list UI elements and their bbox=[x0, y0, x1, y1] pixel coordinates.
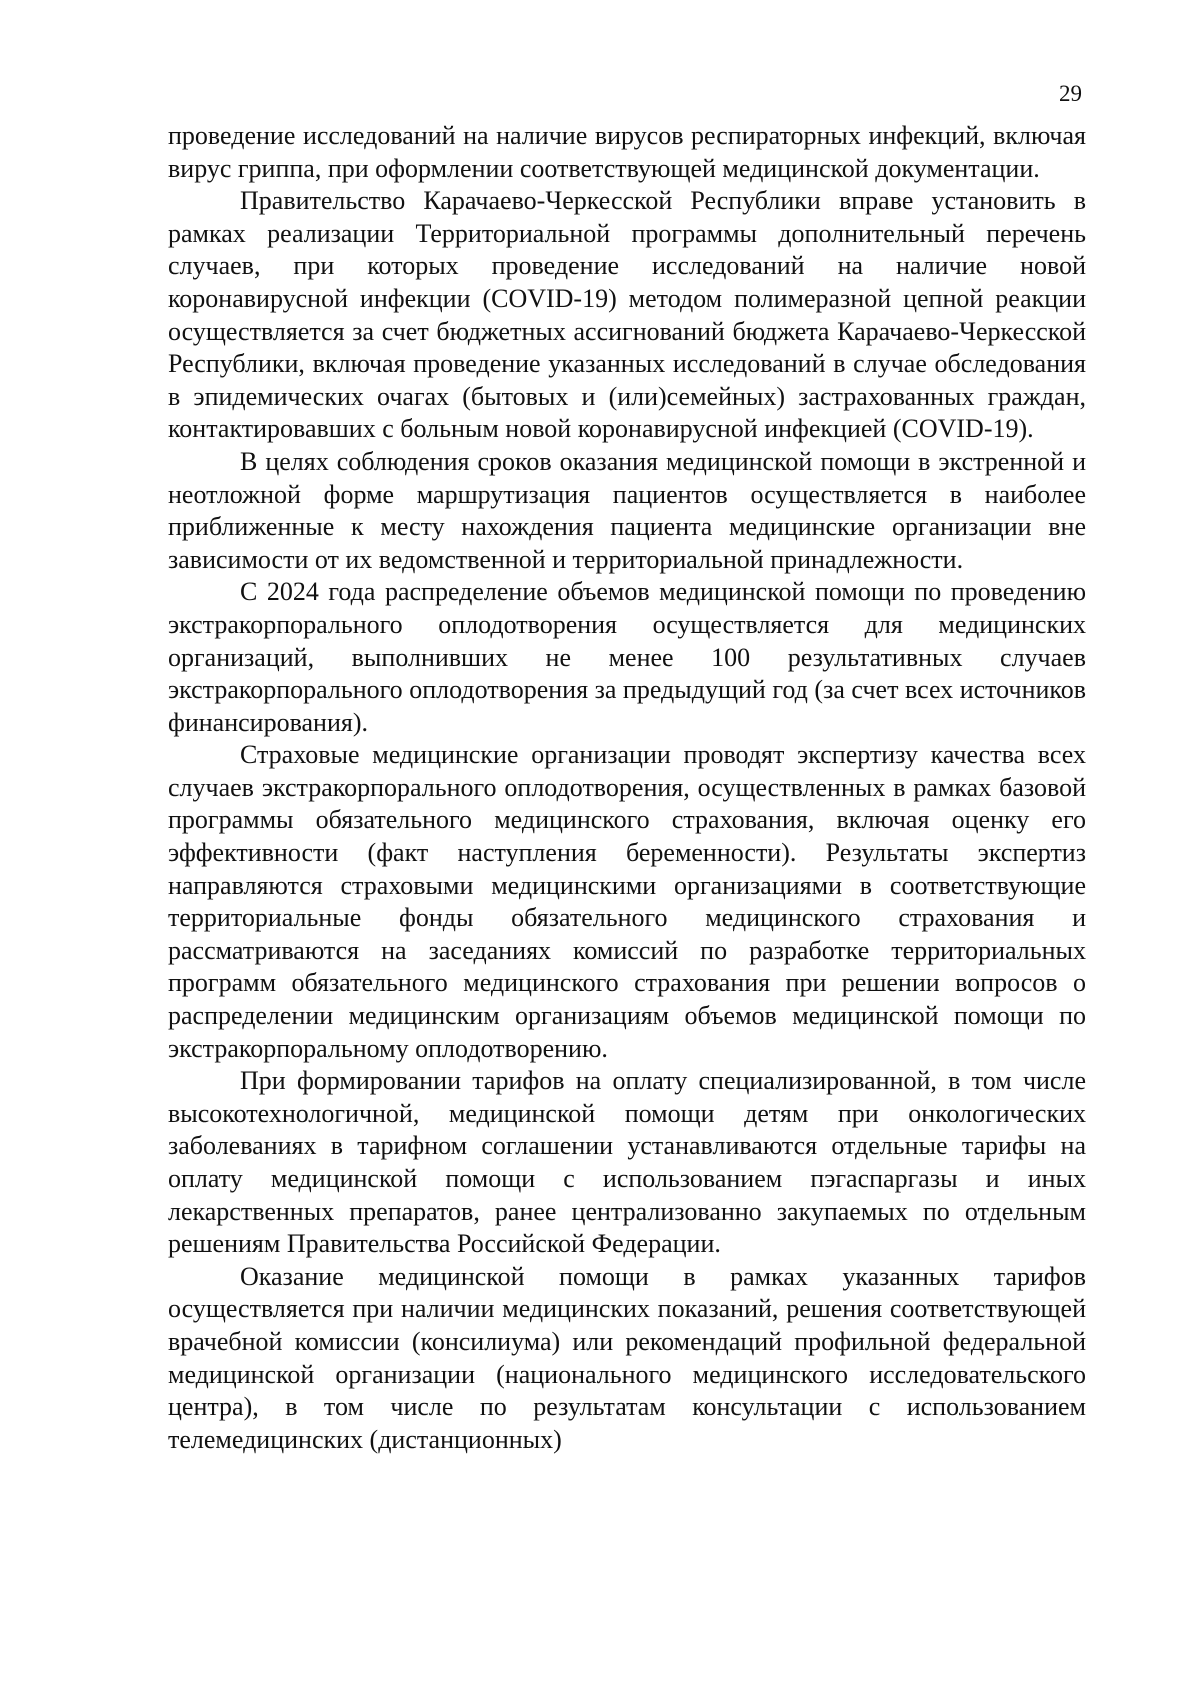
paragraph-7: Оказание медицинской помощи в рамках указанных тарифов осуществляется при наличии медицинских показаний, решения соответствующей врачебной комиссии (консилиума) или рекомендаций профильной федеральной медицинской организации (национального медицинского исследовательского центра), в том числе по результатам консультации с использованием телемедицинских (дистанционных) bbox=[168, 1261, 1086, 1454]
paragraph-3: В целях соблюдения сроков оказания медицинской помощи в экстренной и неотложной форме маршрутизация пациентов осуществляется в наиболее приближенные к месту нахождения пациента медицинские организации вне зависимости от их ведомственной и территориальной принадлежности. bbox=[168, 446, 1086, 574]
document-body bbox=[168, 120, 1086, 1456]
paragraph-2: Правительство Карачаево-Черкесской Республики вправе установить в рамках реализации Территориальной программы дополнительный перечень случаев, при которых проведение исследований на наличие новой коронавирусной инфекции (COVID-19) методом полимеразной цепной реакции осуществляется за счет бюджетных ассигнований бюджета Карачаево-Черкесской Республики, включая проведение указанных исследований в случае обследования в эпидемических очагах (бытовых и (или)семейных) застрахованных граждан, контактировавших с больным новой коронавирусной инфекцией (COVID-19). bbox=[168, 186, 1086, 444]
page-number: 29 bbox=[1059, 81, 1082, 106]
paragraph-6: При формировании тарифов на оплату специализированной, в том числе высокотехнологичной, медицинской помощи детям при онкологических заболеваниях в тарифном соглашении устанавливаются отдельные тарифы на оплату медицинской помощи с использованием пэгаспаргазы и иных лекарственных препаратов, ранее централизованно закупаемых по отдельным решениям Правительства Российской Федерации. bbox=[168, 1066, 1086, 1259]
paragraph-4: С 2024 года распределение объемов медицинской помощи по проведению экстракорпорального оплодотворения осуществляется для медицинских организаций, выполнивших не менее 100 результативных случаев экстракорпорального оплодотворения за предыдущий год (за счет всех источников финансирования). bbox=[168, 577, 1086, 737]
paragraph-5: Страховые медицинские организации проводят экспертизу качества всех случаев экстракорпорального оплодотворения, осуществленных в рамках базовой программы обязательного медицинского страхования, включая оценку его эффективности (факт наступления беременности). Результаты экспертиз направляются страховыми медицинскими организациями в соответствующие территориальные фонды обязательного медицинского страхования и рассматриваются на заседаниях комиссий по разработке территориальных программ обязательного медицинского страхования при решении вопросов о распределении медицинским организациям объемов медицинской помощи по экстракорпоральному оплодотворению. bbox=[168, 740, 1086, 1063]
paragraph-1: проведение исследований на наличие вирусов респираторных инфекций, включая вирус гриппа, при оформлении соответствующей медицинской документации. bbox=[168, 121, 1086, 183]
